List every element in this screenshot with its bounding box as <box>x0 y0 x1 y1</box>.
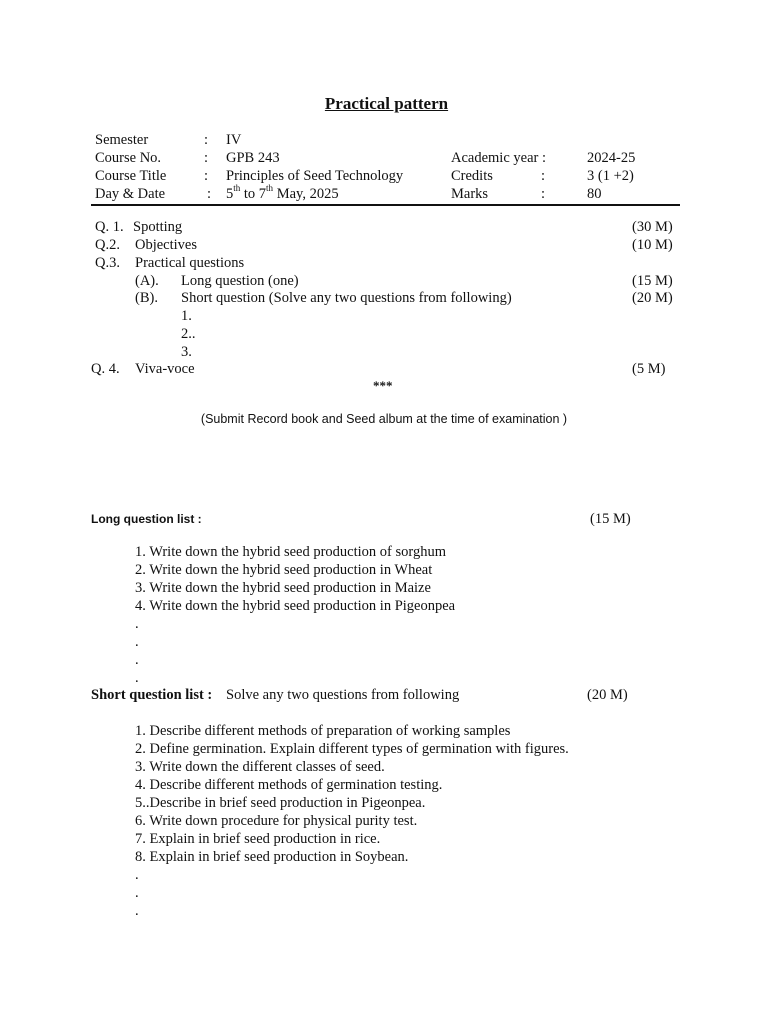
q3b-text: Short question (Solve any two questions from following) <box>181 290 512 306</box>
short-list-subheading: Solve any two questions from following <box>226 687 460 703</box>
q2-marks: (10 M) <box>632 237 673 253</box>
day-date-label: Day & Date <box>95 186 166 202</box>
long-list-ellipsis-dot: . <box>135 616 139 632</box>
short-list-ellipsis-dot: . <box>135 867 139 883</box>
short-list-heading: Short question list : <box>91 687 213 703</box>
academic-year-value: 2024-25 <box>587 150 636 166</box>
q3-number: Q.3. <box>95 255 120 271</box>
semester-value: IV <box>226 132 242 148</box>
course-no-value: GPB 243 <box>226 150 280 166</box>
q3b-label: (B). <box>135 290 158 306</box>
q1-text: Spotting <box>133 219 183 235</box>
long-list-ellipsis-dot: . <box>135 652 139 668</box>
course-no-label: Course No. <box>95 150 162 166</box>
short-list-item: 3. Write down the different classes of seed. <box>135 759 385 775</box>
course-title-label: Course Title <box>95 168 167 184</box>
date-to: to 7 <box>240 186 267 202</box>
short-list-item: 8. Explain in brief seed production in Soybean. <box>135 849 409 865</box>
academic-year-label: Academic year : <box>451 150 547 166</box>
date-sup-start: th <box>233 183 241 194</box>
q3b-marks: (20 M) <box>632 290 673 306</box>
q3-text: Practical questions <box>135 255 245 271</box>
long-list-item: 1. Write down the hybrid seed production of sorghum <box>135 544 446 560</box>
date-day-start: 5 <box>226 186 234 202</box>
long-list-item: 3. Write down the hybrid seed production in Maize <box>135 580 431 596</box>
course-title-colon: : <box>204 168 209 184</box>
q1-marks: (30 M) <box>632 219 673 235</box>
long-list-ellipsis-dot: . <box>135 670 139 686</box>
q3a-text: Long question (one) <box>181 273 299 289</box>
credits-colon: : <box>541 168 546 184</box>
course-no-colon: : <box>204 150 209 166</box>
q3a-label: (A). <box>135 273 159 289</box>
q2-number: Q.2. <box>95 237 120 253</box>
q4-text: Viva-voce <box>135 361 195 377</box>
q2-text: Objectives <box>135 237 198 253</box>
section-separator-stars: *** <box>373 378 393 393</box>
credits-value: 3 (1 +2) <box>587 168 634 184</box>
q1-number: Q. 1. <box>95 219 124 235</box>
day-date-colon: : <box>207 186 212 202</box>
q3a-marks: (15 M) <box>632 273 673 289</box>
submission-note: (Submit Record book and Seed album at the time of examination ) <box>200 412 568 426</box>
credits-label: Credits <box>451 168 493 184</box>
short-list-marks: (20 M) <box>587 687 628 703</box>
short-list-item: 4. Describe different methods of germination testing. <box>135 777 443 793</box>
semester-label: Semester <box>95 132 149 148</box>
q3b-sub-3: 3. <box>181 344 192 360</box>
course-title-value: Principles of Seed Technology <box>226 168 404 184</box>
q4-marks: (5 M) <box>632 361 666 377</box>
long-list-item: 4. Write down the hybrid seed production in Pigeonpea <box>135 598 456 614</box>
marks-colon: : <box>541 186 546 202</box>
long-list-heading: Long question list : <box>91 512 202 526</box>
q3b-sub-1: 1. <box>181 308 192 324</box>
long-list-ellipsis-dot: . <box>135 634 139 650</box>
date-sup-end: th <box>266 183 274 194</box>
day-date-value <box>226 183 339 202</box>
q3b-sub-2: 2.. <box>181 326 196 342</box>
short-list-item: 5..Describe in brief seed production in Pigeonpea. <box>135 795 426 811</box>
page-title: Practical pattern <box>324 94 449 113</box>
short-list-item: 2. Define germination. Explain different types of germination with figures. <box>135 741 569 757</box>
long-list-marks: (15 M) <box>590 511 631 527</box>
q4-number: Q. 4. <box>91 361 120 377</box>
short-list-ellipsis-dot: . <box>135 903 139 919</box>
short-list-item: 1. Describe different methods of preparation of working samples <box>135 723 511 739</box>
semester-colon: : <box>204 132 209 148</box>
marks-value: 80 <box>587 186 602 202</box>
short-list-item: 6. Write down procedure for physical purity test. <box>135 813 418 829</box>
date-rest: May, 2025 <box>273 186 339 202</box>
marks-label: Marks <box>451 186 489 202</box>
long-list-item: 2. Write down the hybrid seed production in Wheat <box>135 562 433 578</box>
header-divider <box>91 204 680 206</box>
short-list-item: 7. Explain in brief seed production in rice. <box>135 831 381 847</box>
short-list-ellipsis-dot: . <box>135 885 139 901</box>
